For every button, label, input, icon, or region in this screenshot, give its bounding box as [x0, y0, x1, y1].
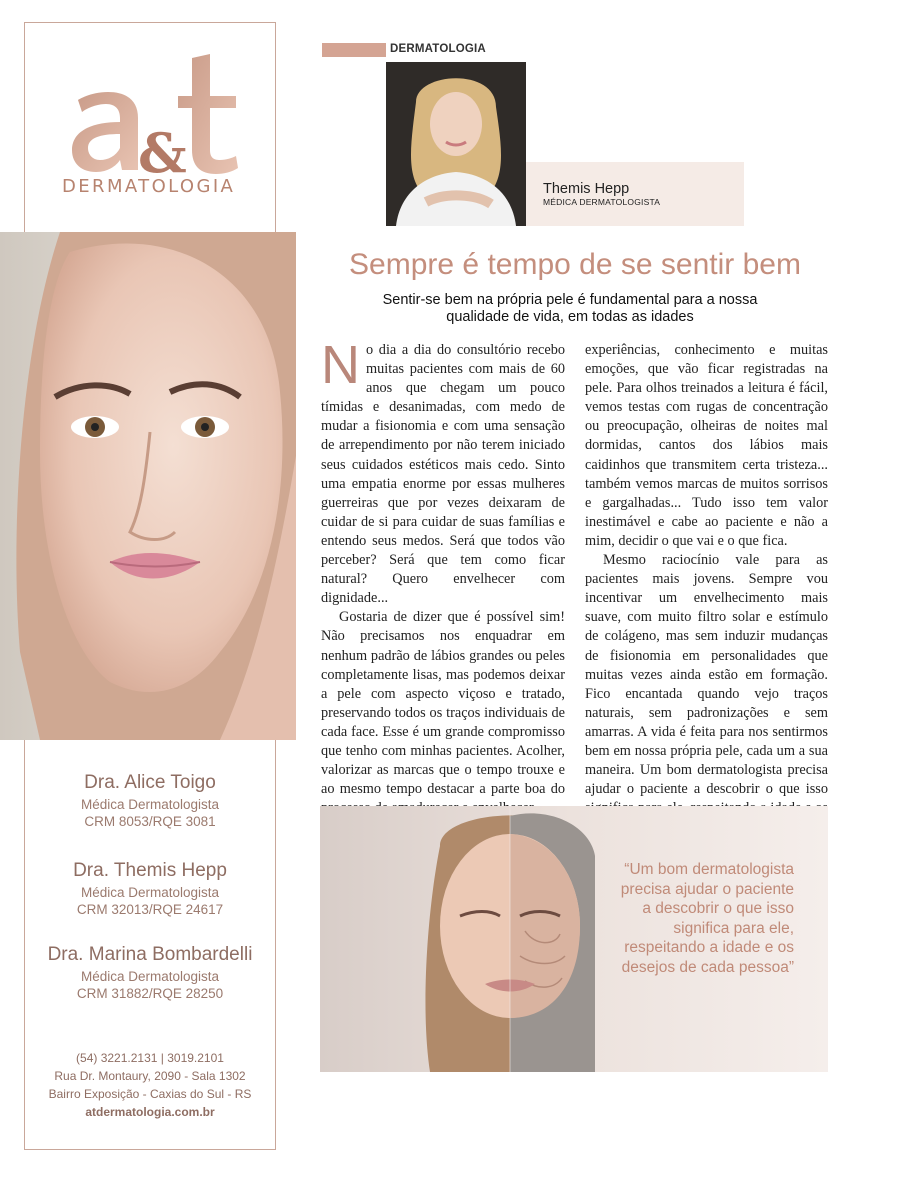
- section-label: DERMATOLOGIA: [390, 43, 486, 55]
- doctor-crm: CRM 8053/RQE 3081: [84, 814, 216, 829]
- svg-text:&: &: [138, 121, 187, 180]
- article-title: Sempre é tempo de se sentir bem: [349, 248, 801, 281]
- doctor-card: [24, 860, 276, 917]
- section-color-bar: [322, 43, 386, 57]
- logo-wordmark: DERMATOLOGIA: [62, 176, 236, 197]
- article-paragraph: o dia a dia do consultório recebo muitas pacientes com mais de 60 anos que chegam um pouco tímidas e desanimadas, com medo de mudar a fisionomia e com uma sensação de arrependimento por não terem iniciado seus cuidados estéticos mais cedo. Sinto uma empatia enorme por essas mulheres guerreiras que por vezes deixaram de cuidar de si para cuidar de suas famílias e entendo seus medos. Será que todos vão perceber? Será que tem como ficar natural? Quero envelhecer com dignidade...: [321, 342, 565, 607]
- doctor-card: [24, 944, 276, 1001]
- website-link[interactable]: atdermatologia.com.br: [85, 1105, 215, 1119]
- article-subtitle: Sentir-se bem na própria pele é fundamental para a nossa qualidade de vida, em todas as idades: [382, 292, 758, 325]
- contact-address-line: Bairro Exposição - Caxias do Sul - RS: [48, 1087, 252, 1101]
- pull-quote: “Um bom dermatologista precisa ajudar o paciente a descobrir o que isso significa para ele, respeitando a idade e os desejos de cada pessoa”: [620, 861, 794, 976]
- contact-address-line: Rua Dr. Montaury, 2090 - Sala 1302: [54, 1069, 246, 1083]
- author-role: MÉDICA DERMATOLOGISTA: [543, 197, 661, 207]
- article-paragraph: Gostaria de dizer que é possível sim! Não precisamos nos enquadrar em nenhum padrão de lábios grandes ou peles completamente lisas, mas podemos deixar a pele com aspecto viçoso e tratado, preservando todos os traços individuais de cada face. Esse é um grande compromisso que tenho com minhas pacientes. Acolher, valorizar as marcas que o tempo trouxe e ao mesmo tempo destacar a parte boa do: [321, 609, 565, 798]
- woman-face-photo: [0, 232, 296, 740]
- author-name: Themis Hepp: [543, 181, 630, 197]
- doctor-specialty: Médica Dermatologista: [80, 797, 220, 812]
- doctor-card: [24, 772, 276, 829]
- doctor-name: Dra. Marina Bombardelli: [47, 944, 253, 965]
- doctor-crm: CRM 32013/RQE 24617: [76, 902, 224, 917]
- doctor-specialty: Médica Dermatologista: [80, 885, 220, 900]
- contact-block: [24, 1049, 276, 1121]
- drop-cap: N: [321, 335, 360, 395]
- a-and-t-logo: [60, 50, 250, 180]
- contact-phone: (54) 3221.2131 | 3019.2101: [76, 1051, 224, 1065]
- article-paragraph: Mesmo raciocínio vale para as pacientes mais jovens. Sempre vou incentivar um envelhecimento mais suave, com muito filtro solar e estímulo de colágeno, mas sem induzir mudanças de fisionomia em personalidades que muitas vezes ainda estão em formação. Fico encantada quando vejo traços naturais, sem padronizações e sem amarras. A vida é feita para nos sentirmos bem em nossa própria pele, cada um a sua maneira. Um bom dermatologista precisa ajudar o paciente a descobrir o que isso: [585, 552, 828, 798]
- doctor-specialty: Médica Dermatologista: [80, 969, 220, 984]
- author-portrait-photo: [386, 62, 526, 226]
- article-column-1: [321, 335, 565, 837]
- doctor-crm: CRM 31882/RQE 28250: [76, 986, 224, 1001]
- doctor-name: Dra. Alice Toigo: [84, 772, 216, 793]
- article-column-2: [585, 341, 828, 837]
- article-paragraph: experiências, conhecimento e muitas emoções, que vão ficar registradas na pele. Para olhos treinados a leitura é fácil, vemos testas com rugas de concentração ou preocupação, olheiras de noites mal dormidas, cantos dos lábios mais caidinhos que transmitem certa tristeza... também vemos marcas de muitos sorrisos e gargalhadas... Tudo isso tem valor inestimável e cabe ao paciente e não a mim, decidir o que vai e o que fica.: [585, 342, 828, 549]
- doctor-name: Dra. Themis Hepp: [73, 860, 227, 881]
